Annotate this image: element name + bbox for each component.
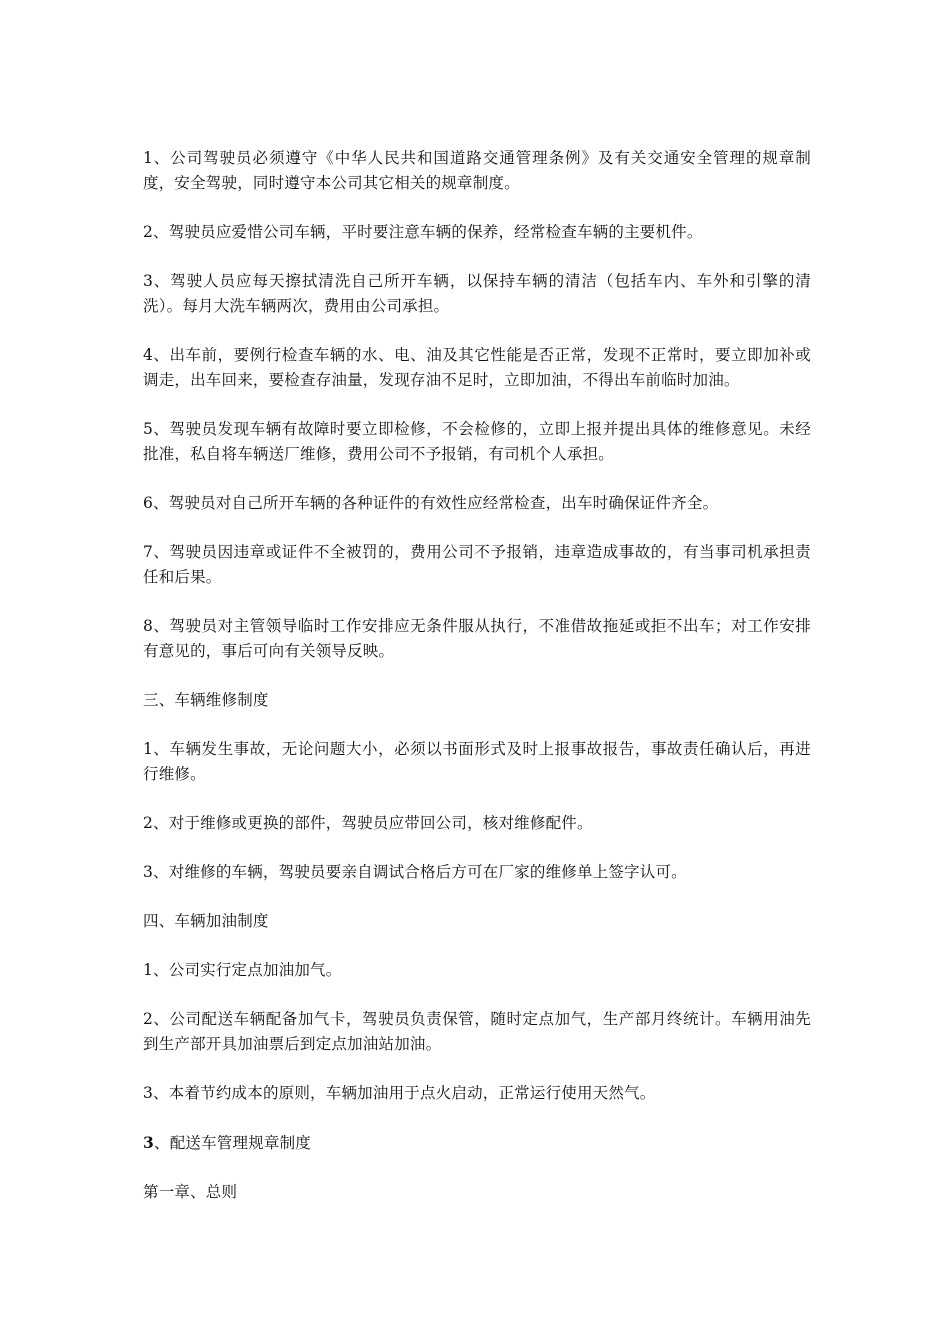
paragraph-rule-7: 7、驾驶员因违章或证件不全被罚的，费用公司不予报销，违章造成事故的，有当事司机承担责任和后果。	[143, 543, 811, 586]
paragraph-rule-1: 1、公司驾驶员必须遵守《中华人民共和国道路交通管理条例》及有关交通安全管理的规章制度，安全驾驶，同时遵守本公司其它相关的规章制度。	[143, 149, 811, 192]
paragraph-refueling-3: 3、本着节约成本的原则，车辆加油用于点火启动，正常运行使用天然气。	[143, 1084, 656, 1102]
paragraph-rule-5: 5、驾驶员发现车辆有故障时要立即检修，不会检修的，立即上报并提出具体的维修意见。未经批准，私自将车辆送厂维修，费用公司不予报销，有司机个人承担。	[143, 420, 811, 463]
section-title-refueling: 四、车辆加油制度	[143, 912, 269, 930]
paragraph-rule-2: 2、驾驶员应爱惜公司车辆，平时要注意车辆的保养，经常检查车辆的主要机件。	[143, 223, 703, 241]
heading-delivery-vehicle-rules	[143, 1130, 811, 1156]
heading-text: 、配送车管理规章制度	[154, 1134, 312, 1152]
paragraph-rule-8: 8、驾驶员对主管领导临时工作安排应无条件服从执行，不准借故拖延或拒不出车；对工作安排有意见的，事后可向有关领导反映。	[143, 617, 811, 660]
paragraph-rule-4: 4、出车前，要例行检查车辆的水、电、油及其它性能是否正常，发现不正常时，要立即加补或调走，出车回来，要检查存油量，发现存油不足时，立即加油，不得出车前临时加油。	[143, 346, 811, 389]
paragraph-rule-3: 3、驾驶人员应每天擦拭清洗自己所开车辆，以保持车辆的清洁（包括车内、车外和引擎的清洗）。每月大洗车辆两次，费用由公司承担。	[143, 272, 811, 315]
chapter-title: 第一章、总则	[143, 1183, 238, 1201]
paragraph-maintenance-1: 1、车辆发生事故，无论问题大小，必须以书面形式及时上报事故报告，事故责任确认后，再进行维修。	[143, 740, 811, 783]
heading-number: 3	[143, 1133, 154, 1152]
paragraph-refueling-2: 2、公司配送车辆配备加气卡，驾驶员负责保管，随时定点加气，生产部月终统计。车辆用油先到生产部开具加油票后到定点加油站加油。	[143, 1010, 811, 1053]
paragraph-maintenance-2: 2、对于维修或更换的部件，驾驶员应带回公司，核对维修配件。	[143, 814, 593, 832]
paragraph-rule-6: 6、驾驶员对自己所开车辆的各种证件的有效性应经常检查，出车时确保证件齐全。	[143, 494, 719, 512]
paragraph-refueling-1: 1、公司实行定点加油加气。	[143, 961, 342, 979]
document-body	[143, 146, 811, 1229]
paragraph-maintenance-3: 3、对维修的车辆，驾驶员要亲自调试合格后方可在厂家的维修单上签字认可。	[143, 863, 687, 881]
section-title-maintenance: 三、车辆维修制度	[143, 691, 269, 709]
